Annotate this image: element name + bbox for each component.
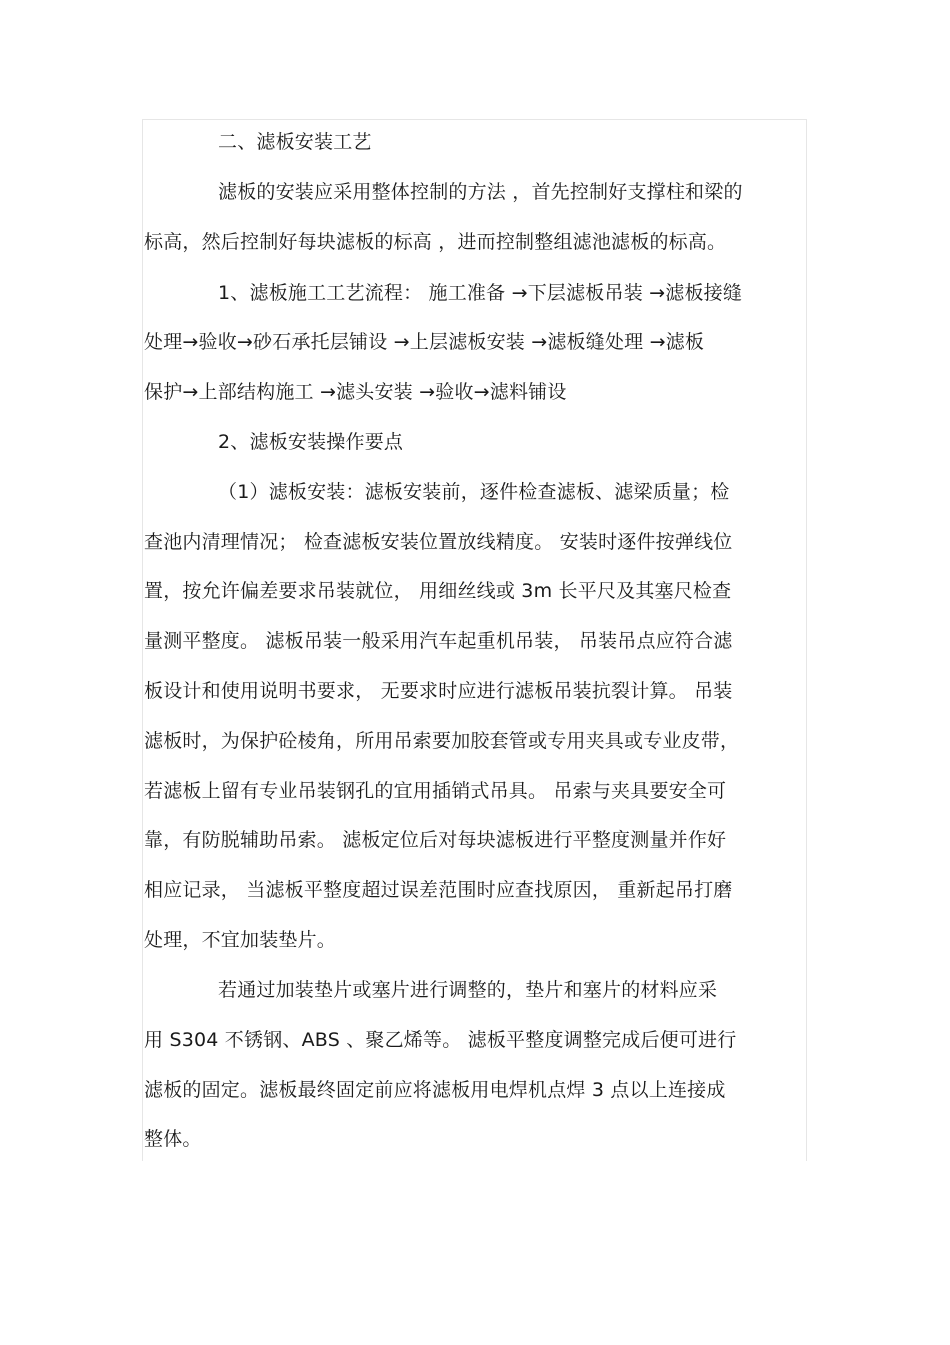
paragraph-line: 用 S304 不锈钢、ABS 、聚乙烯等。 滤板平整度调整完成后便可进行 [144,1029,737,1051]
paragraph-line: 滤板时，为保护砼棱角，所用吊索要加胶套管或专用夹具或专业皮带， [144,730,740,752]
paragraph-line: 若滤板上留有专业吊装钢孔的宜用插销式吊具。 吊索与夹具要安全可 [144,780,727,802]
paragraph-line: （1）滤板安装：滤板安装前，逐件检查滤板、滤梁质量；检 [218,481,730,503]
paragraph-line: 查池内清理情况； 检查滤板安装位置放线精度。 安装时逐件按弹线位 [144,531,733,553]
paragraph-line: 保护→上部结构施工 →滤头安装 →验收→滤料铺设 [144,381,567,403]
paragraph-line: 量测平整度。 滤板吊装一般采用汽车起重机吊装， 吊装吊点应符合滤 [144,630,733,652]
paragraph-line: 相应记录， 当滤板平整度超过误差范围时应查找原因， 重新起吊打磨 [144,879,733,901]
paragraph-line: 滤板的安装应采用整体控制的方法 ，首先控制好支撑柱和梁的 [218,181,743,203]
paragraph-line: 滤板的固定。滤板最终固定前应将滤板用电焊机点焊 3 点以上连接成 [144,1079,726,1101]
paragraph-line: 整体。 [144,1128,202,1150]
paragraph-line: 靠，有防脱辅助吊索。 滤板定位后对每块滤板进行平整度测量并作好 [144,829,727,851]
paragraph-line: 处理→验收→砂石承托层铺设 →上层滤板安装 →滤板缝处理 →滤板 [144,331,705,353]
section-heading: 二、滤板安装工艺 [218,131,372,153]
paragraph-line: 1、滤板施工工艺流程： 施工准备 →下层滤板吊装 →滤板接缝 [218,282,743,304]
paragraph-line: 标高，然后控制好每块滤板的标高 ，进而控制整组滤池滤板的标高。 [144,231,727,253]
subsection-heading: 2、滤板安装操作要点 [218,431,404,453]
paragraph-line: 若通过加装垫片或塞片进行调整的，垫片和塞片的材料应采 [218,979,718,1001]
paragraph-line: 板设计和使用说明书要求， 无要求时应进行滤板吊装抗裂计算。 吊装 [144,680,733,702]
paragraph-line: 处理，不宜加装垫片。 [144,929,337,951]
paragraph-line: 置，按允许偏差要求吊装就位， 用细丝线或 3m 长平尺及其塞尺检查 [144,580,732,602]
